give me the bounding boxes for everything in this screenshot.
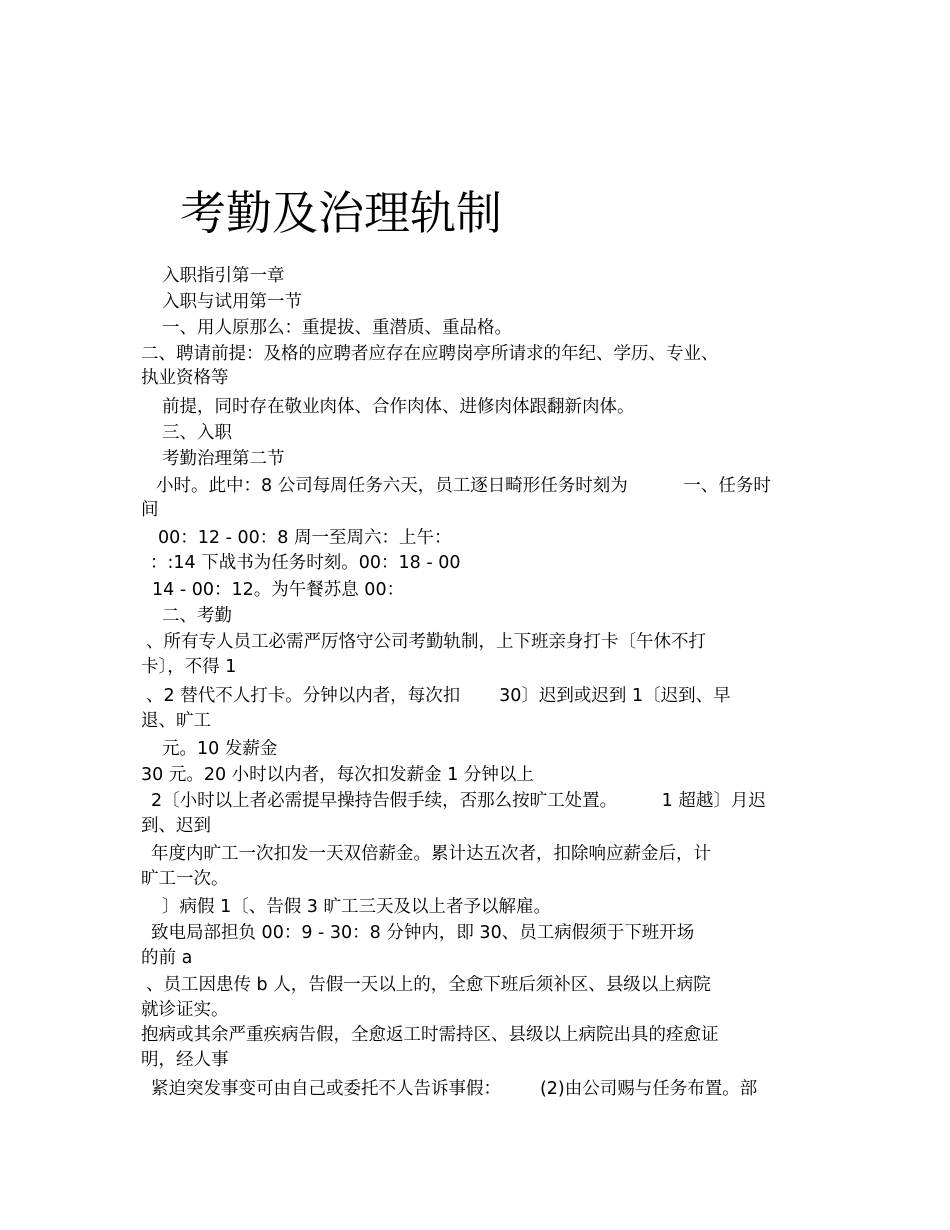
text-line: 14 - 00：12。为午餐苏息 00： — [152, 580, 405, 600]
text-line: 就诊证实。 — [141, 1000, 229, 1020]
text-line: 的前 a — [141, 948, 193, 968]
text-line: 二、考勤 — [162, 606, 232, 626]
text-line: 年度内旷工一次扣发一天双倍薪金。累计达五次者，扣除响应薪金后，计 — [151, 844, 711, 864]
text-line: 到、迟到 — [141, 816, 211, 836]
text-line: 入职与试用第一节 — [162, 292, 302, 312]
text-line: 前提，同时存在敬业肉体、合作肉体、进修肉体跟翻新肉体。 — [162, 397, 635, 417]
text-line: 2〔小时以上者必需提早操持告假手续，否那么按旷工处置。 1 超越〕月迟 — [151, 791, 766, 811]
text-line: 〕病假 1〔、告假 3 旷工三天及以上者予以解雇。 — [162, 897, 551, 917]
text-line: 00：12 - 00：8 周一至周六：上午： — [158, 528, 452, 548]
text-line: 30 元。20 小时以内者，每次扣发薪金 1 分钟以上 — [141, 765, 534, 785]
text-line: 、员工因患传 b 人，告假一天以上的，全愈下班后须补区、县级以上病院 — [146, 975, 711, 995]
text-line: 执业资格等 — [141, 368, 229, 388]
text-line: 二、聘请前提：及格的应聘者应存在应聘岗亭所请求的年纪、学历、专业、 — [141, 344, 719, 364]
text-line: 卡〕，不得 1 — [141, 657, 237, 677]
text-line: ：:14 下战书为任务时刻。00：18 - 00 — [150, 553, 461, 573]
text-line: 明，经人事 — [141, 1050, 229, 1070]
text-line: 致电局部担负 00：9 - 30：8 分钟内，即 30、员工病假须于下班开场 — [151, 923, 695, 943]
text-line: 旷工一次。 — [141, 869, 229, 889]
text-line: 抱病或其余严重疾病告假，全愈返工时需持区、县级以上病院出具的痊愈证 — [141, 1025, 719, 1045]
text-line: 入职指引第一章 — [162, 266, 285, 286]
text-line: 三、入职 — [162, 423, 232, 443]
text-line: 、所有专人员工必需严厉恪守公司考勤轨制，上下班亲身打卡〔午休不打 — [146, 632, 706, 652]
text-line: 退、旷工 — [141, 711, 211, 731]
text-line: 、2 替代不人打卡。分钟以内者，每次扣 30〕迟到或迟到 1〔迟到、早 — [146, 686, 731, 706]
text-line: 考勤治理第二节 — [162, 449, 285, 469]
text-line: 元。10 发薪金 — [162, 739, 278, 759]
text-line: 间 — [141, 500, 159, 520]
text-line: 一、用人原那么：重提拔、重潜质、重品格。 — [162, 318, 512, 338]
text-line: 小时。此中：8 公司每周任务六天，员工逐日畸形任务时刻为 一、任务时 — [156, 476, 771, 496]
document-title: 考勤及治理轨制 — [180, 186, 502, 240]
text-line: 紧迫突发事变可由自己或委托不人告诉事假： (2)由公司赐与任务布置。部 — [151, 1079, 758, 1099]
